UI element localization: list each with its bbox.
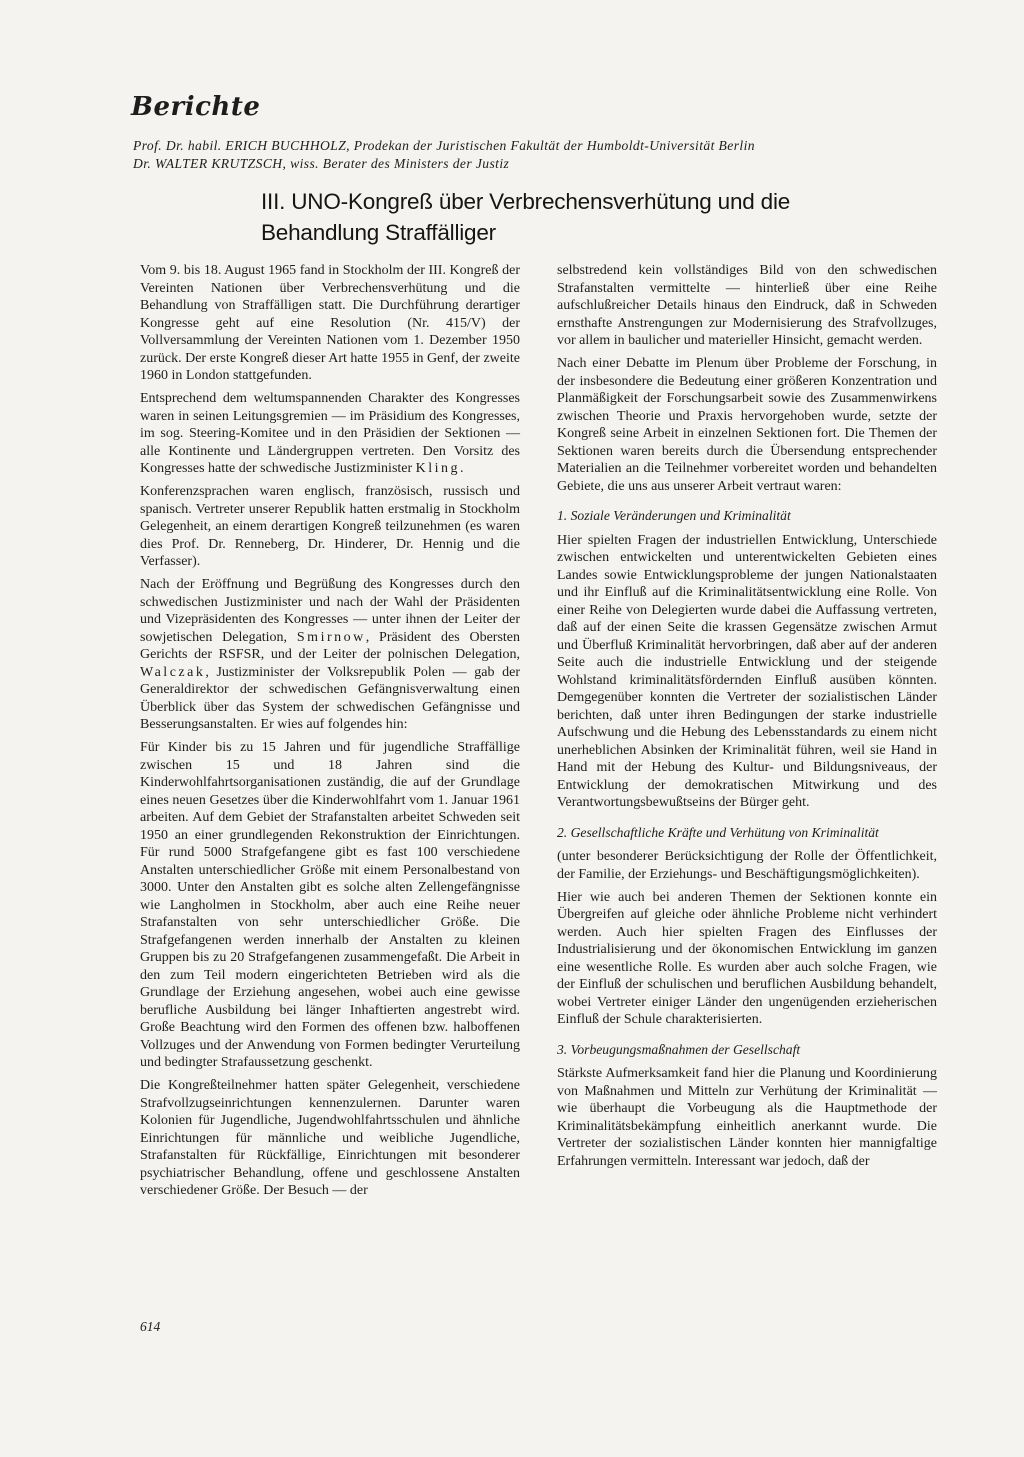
paragraph: Stärkste Aufmerksamkeit fand hier die Planung und Koordinierung von Maßnahmen und Mitteln zur Verhütung der Kriminalität — wie überhaupt die Vorbeugung als die Hauptmethode der Kriminalitätsbekämpfung einheitlich anerkannt wurde. Die Vertreter der sozialistischen Länder konnten hier mannigfaltige Erfahrungen vermitteln. Interessant war jedoch, daß der (557, 1066, 937, 1169)
left-column (140, 262, 520, 1205)
paragraph: Konferenzsprachen waren englisch, französisch, russisch und spanisch. Vertreter unserer Republik hatten erstmalig in Stockholm Gelegenheit, an einem derartigen Kongreß teilzunehmen (es waren dies Prof. Dr. Renneberg, Dr. Hinderer, Dr. Hennig und die Verfasser). (140, 484, 520, 569)
paragraph: Hier spielten Fragen der industriellen Entwicklung, Unterschiede zwischen entwickelten und unterentwickelten Gebieten eines Landes sowie Entwicklungsprobleme der jungen Nationalstaaten und ihr Einfluß auf die Kriminalitätsentwicklung eine Rolle. Von einer Reihe von Delegierten wurde dabei die Auffassung vertreten, daß auf der einen Seite die krassen Gegensätze zwischen Armut und Überfluß Kriminalität hervorbringen, daß aber auf der anderen Seite auch die industrielle Entwicklung und der steigende Wohlstand kriminalitätsfördernden Einfluß ausüben könnten. Demgegenüber konnten die Vertreter der sozialistischen Länder berichten, daß unter ihren Bedingungen der starke industrielle Aufschwung und die Hebung des Lebensstandards zu einem nicht unerheblichen Absinken der Kriminalität führen, weil sie Hand in Hand mit der Hebung des Kultur- und Bildungsniveaus, der Entwicklung der demokratischen Mitwirkung und des Verantwortungsbewußtseins der Bürger geht. (557, 532, 937, 810)
paragraph: Für Kinder bis zu 15 Jahren und für jugendliche Straffällige zwischen 15 und 18 Jahren sind die Kinderwohlfahrtsorganisationen zuständig, die auf der Grundlage eines neuen Gesetzes über die Kinderwohlfahrt vom 1. Januar 1961 arbeiten. Auf dem Gebiet der Strafanstalten arbeitet Schweden seit 1950 an einer grundlegenden Rekonstruktion der Einrichtungen. Für rund 5000 Strafgefangene gibt es fast 100 verschiedene Anstalten unterschiedlicher Größe mit einem Personalbestand von 3000. Unter den Anstalten gibt es solche alten Zellengefängnisse wie Langholmen in Stockholm, aber auch eine Reihe neuer Strafanstalten von sehr unterschiedlicher Größe. Die Strafgefangenen werden innerhalb der Anstalten zu kleinen Gruppen bis zu 20 Strafgefangenen zusammengefaßt. Die Arbeit in den zum Teil modern eingerichteten Betrieben wird als die Grundlage der Erziehung angesehen, wobei auch eine gewisse berufliche Ausbildung bei länger Inhaftierten angestrebt wird. Große Beachtung wird den Formen des offenen bzw. halboffenen Vollzuges und der Anwendung von Formen bedingter Verurteilung und bedingter Strafaussetzung geschenkt. (140, 740, 520, 1070)
person-name: Kling (415, 461, 461, 476)
paragraph: selbstredend kein vollständiges Bild von den schwedischen Strafanstalten vermittelte — hinterließ über eine Reihe aufschlußreicher Details hinaus den Eindruck, daß in Schweden ernsthafte Anstrengungen zur Modernisierung des Strafvollzuges, vor allem in baulicher und materieller Hinsicht, gemacht werden. (557, 263, 937, 348)
article-title: III. UNO-Kongreß über Verbrechensverhütung und die Behandlung Straffälliger (261, 189, 791, 245)
author-block (133, 137, 893, 173)
section-heading: 1. Soziale Veränderungen und Kriminalität (557, 508, 791, 523)
author-line: Dr. WALTER KRUTZSCH, wiss. Berater des Ministers der Justiz (133, 156, 510, 171)
right-column (557, 262, 937, 1176)
paragraph-text: , Justizminister der Volksrepublik Polen — gab der Generaldirektor der schwedischen Gefängnisverwaltung einen Überblick über das System der schwedischen Gefängnisse und Besserungsanstalten. Er wies auf folgendes hin: (140, 664, 520, 732)
author-line: Prof. Dr. habil. ERICH BUCHHOLZ, Prodekan der Juristischen Fakultät der Humboldt-Universität Berlin (133, 138, 755, 153)
paragraph: Entsprechend dem weltumspannenden Charakter des Kongresses waren in seinen Leitungsgremien — im Präsidium des Kongresses, im sog. Steering-Komitee und in den Präsidien der Sektionen — alle Kontinente und Ländergruppen vertreten. Den Vorsitz des Kongresses hatte der schwedische Justizminister Kling. (140, 391, 520, 476)
person-name: Walczak (140, 664, 206, 680)
section-heading: 2. Gesellschaftliche Kräfte und Verhütung von Kriminalität (557, 824, 879, 840)
paragraph: Hier wie auch bei anderen Themen der Sektionen konnte ein Übergreifen auf gleiche oder ähnliche Probleme nicht verhindert werden. Auch hier spielten Fragen des Einflusses der Industrialisierung und der ökonomischen Entwicklung im ganzen eine wesentliche Rolle. Es wurden aber auch solche Fragen, wie der Einfluß der schulischen und beruflichen Ausbildung behandelt, wobei Vertreter einiger Länder den ungenügenden erzieherischen Einfluß der Schule charakterisierten. (557, 889, 937, 1027)
paragraph: Nach einer Debatte im Plenum über Probleme der Forschung, in der insbesondere die Bedeutung einer größeren Konzentration und Planmäßigkeit der Forschungsarbeit sowie des Zusammenwirkens zwischen Theorie und Praxis hervorgehoben wurde, setzte der Kongreß seine Arbeit in einzelnen Sektionen fort. Die Themen der Sektionen waren bereits durch die Übersendung entsprechender Materialien an die Teilnehmer vorbereitet worden und behandelten Gebiete, die uns aus unserer Arbeit vertraut waren: (557, 356, 937, 494)
section-label: Berichte (131, 92, 261, 122)
paragraph (140, 576, 520, 734)
page-number: 614 (140, 1319, 161, 1334)
paragraph: Die Kongreßteilnehmer hatten später Gelegenheit, verschiedene Strafvollzugseinrichtungen kennenzulernen. Darunter waren Kolonien für Jugendliche, Jugendwohlfahrtsschulen und ähnliche Einrichtungen für männliche und weibliche Jugendliche, Strafanstalten für Rückfällige, Einrichtungen mit besonderer psychiatrischer Behandlung, offene und geschlossene Anstalten verschiedener Größe. Der Besuch — der (140, 1078, 520, 1198)
section-heading: 3. Vorbeugungsmaßnahmen der Gesellschaft (557, 1041, 801, 1057)
paragraph-text: Nach der Eröffnung und Begrüßung des Kongresses durch den schwedischen Justizminister und nach der Wahl der Präsidenten und Vizepräsidenten des Kongresses — unter ihnen der Leiter der sowjetischen Delegation, (140, 577, 520, 645)
paragraph-text: , Präsident des Obersten Gerichts der RSFSR, und der Leiter der polnischen Delegation, (140, 629, 520, 662)
person-name: Smirnow (296, 629, 366, 645)
paragraph: Vom 9. bis 18. August 1965 fand in Stockholm der III. Kongreß der Vereinten Nationen über Verbrechensverhütung und die Behandlung von Straffälligen statt. Die Durchführung derartiger Kongresse geht auf eine Resolution (Nr. 415/V) der Vollversammlung der Vereinten Nationen vom 1. Dezember 1950 zurück. Der erste Kongreß dieser Art hatte 1955 in Genf, der zweite 1960 in London stattgefunden. (140, 263, 520, 383)
paragraph-text: Entsprechend dem weltumspannenden Charakter des Kongresses waren in seinen Leitungsgremien — im Präsidium des Kongresses, im sog. Steering-Komitee und in den Präsidien der Sektionen — alle Kontinente und Ländergruppen vertreten. Den Vorsitz des Kongresses hatte der schwedische Justizminister (140, 391, 520, 476)
paragraph: (unter besonderer Berücksichtigung der Rolle der Öffentlichkeit, der Familie, der Erziehungs- und Beschäftigungsmöglichkeiten). (557, 849, 937, 882)
